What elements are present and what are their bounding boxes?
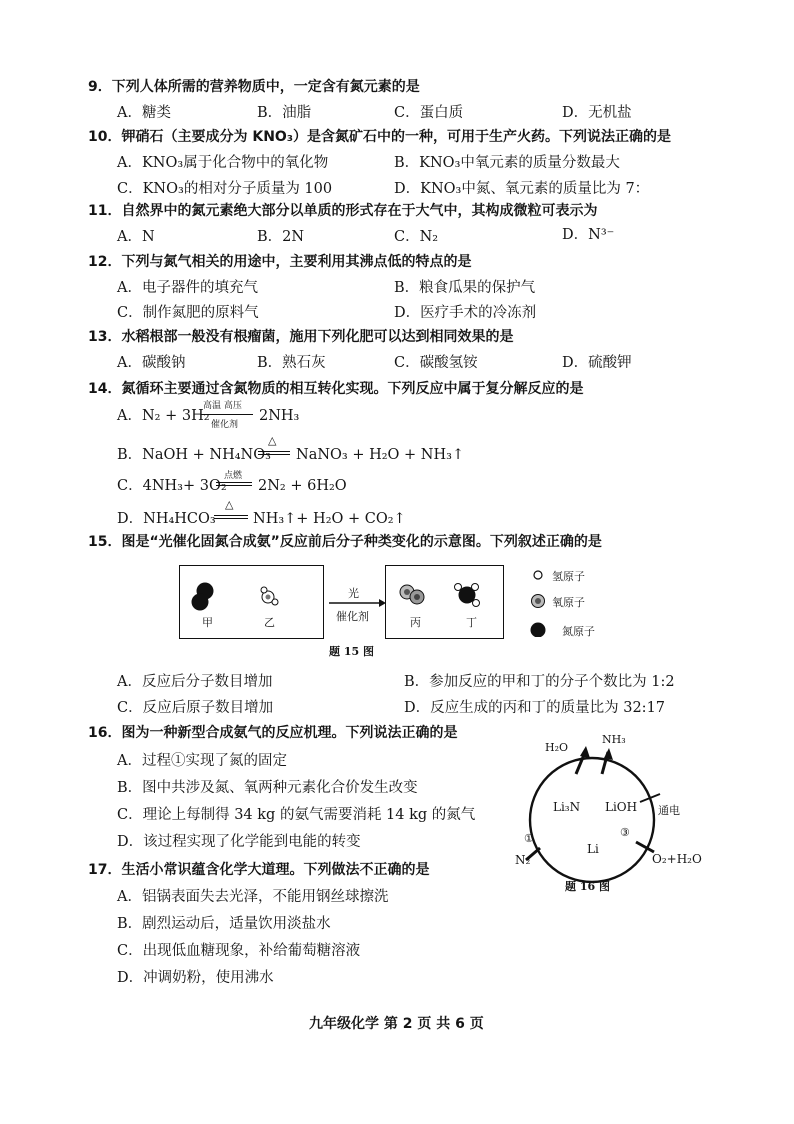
q14-stem: 14．氮循环主要通过含氮物质的相互转化实现。下列反应中属于复分解反应的是 [88,381,584,397]
q12-option-b: B．粮食瓜果的保护气 [394,280,536,296]
q10-stem: 10．钾硝石（主要成分为 KNO₃）是含氮矿石中的一种，可用于生产火药。下列说法正确的是 [88,129,671,145]
q14-option-a-right: 2NH₃ [259,408,300,424]
q16-fig-n2: N₂ [515,853,531,867]
q14-option-c-equals [216,482,252,486]
q9-option-a: A．糖类 [117,105,171,121]
q16-option-c: C．理论上每制得 34 kg 的氨气需要消耗 14 kg 的氮气 [117,807,476,823]
q12-option-c: C．制作氮肥的原料气 [117,305,259,321]
q15-arrow-bottom: 催化剂 [336,610,369,623]
q13-stem: 13．水稻根部一般没有根瘤菌，施用下列化肥可以达到相同效果的是 [88,329,514,345]
q16-fig-step-3: ③ [620,826,630,839]
q14-option-d-left: D．NH₄HCO₃ [117,511,216,527]
q13-option-c: C．碳酸氢铵 [394,355,478,371]
q14-option-c-right: 2N₂ + 6H₂O [258,478,347,494]
q15-legend-nitrogen: 氮原子 [562,625,595,638]
q17-stem: 17．生活小常识蕴含化学大道理。下列做法不正确的是 [88,862,430,878]
q17-option-d: D．冲调奶粉，使用沸水 [117,970,274,986]
q12-option-d: D．医疗手术的冷冻剂 [394,305,537,321]
q12-option-a: A．电子器件的填充气 [117,280,258,296]
nitrogen-atom-icon [531,623,546,638]
n2-atom-2 [192,594,209,611]
q15-option-d: D．反应生成的丙和丁的质量比为 32:17 [404,700,666,716]
q15-legend-hydrogen: 氢原子 [552,570,585,583]
q11-option-b: B．2N [257,229,305,245]
q10-option-d: D．KNO₃中氮、氧元素的质量比为 7： [394,181,650,197]
q16-fig-li: Li [587,842,599,856]
q12-stem: 12．下列与氮气相关的用途中，主要利用其沸点低的特点的是 [88,254,472,270]
q13-option-b: B．熟石灰 [257,355,326,371]
q14-option-b-right: NaNO₃ + H₂O + NH₃↑ [296,447,465,463]
q10-option-c: C．KNO₃的相对分子质量为 100 [117,181,333,197]
page-footer: 九年级化学 第 2 页 共 6 页 [309,1016,484,1032]
q11-stem: 11．自然界中的氮元素绝大部分以单质的形式存在于大气中，其构成微粒可表示为 [88,203,598,219]
q17-option-c: C．出现低血糖现象，补给葡萄糖溶液 [117,943,361,959]
q16-fig-li3n: Li₃N [553,800,581,814]
q16-fig-step-1: ① [524,832,534,845]
q11-option-a: A．N [117,229,155,245]
q15-option-c: C．反应后原子数目增加 [117,700,274,716]
q15-label-yi: 乙 [264,616,275,629]
q14-option-c-cond: 点燃 [224,471,243,481]
q14-option-a-left: A．N₂ + 3H₂ [117,408,210,424]
q14-option-d-cond: △ [225,498,234,511]
q16-fig-nh3: NH₃ [602,733,626,746]
q15-label-jia: 甲 [202,616,213,629]
q17-option-a: A．铝锅表面失去光泽，不能用钢丝球擦洗 [117,889,389,905]
q14-option-d-right: NH₃↑+ H₂O + CO₂↑ [253,511,406,527]
q9-option-d: D．无机盐 [562,105,632,121]
q16-option-a: A．过程①实现了氮的固定 [117,753,287,769]
q13-option-d: D．硫酸钾 [562,355,632,371]
q11-option-d: D．N³⁻ [562,227,615,243]
q9-option-c: C．蛋白质 [394,105,464,121]
q16-option-d: D．该过程实现了化学能到电能的转变 [117,834,361,850]
q16-caption: 题 16 图 [565,880,610,893]
hydrogen-atom-icon [534,571,542,579]
q14-option-a-arrow [201,414,253,415]
q10-option-a: A．KNO₃属于化合物中的氧化物 [117,155,329,171]
q14-option-c-left: C．4NH₃+ 3O₂ [117,478,227,494]
q14-option-a-cond-bottom: 催化剂 [211,420,239,430]
q9-option-b: B．油脂 [257,105,312,121]
q14-option-b-cond: △ [268,434,277,447]
q15-option-b: B．参加反应的甲和丁的分子个数比为 1:2 [404,674,675,690]
q15-legend-oxygen: 氧原子 [552,596,585,609]
q15-option-a: A．反应后分子数目增加 [117,674,273,690]
q15-label-ding: 丁 [466,616,477,629]
q16-fig-o2-h2o: O₂+H₂O [652,852,702,866]
q15-molecule-figure [179,565,509,640]
q9-stem: 9．下列人体所需的营养物质中，一定含有氮元素的是 [88,79,420,95]
q15-arrow-top: 光 [348,587,359,600]
q14-option-b-equals [258,451,290,455]
q16-stem: 16．图为一种新型合成氨气的反应机理。下列说法正确的是 [88,725,458,741]
q14-option-b-left: B．NaOH + NH₄NO₃ [117,447,271,463]
q15-caption: 题 15 图 [329,645,374,658]
q16-fig-electrolysis: 通电 [658,804,680,817]
q11-option-c: C．N₂ [394,229,439,245]
q15-label-bing: 丙 [410,616,421,629]
q16-fig-lioh: LiOH [605,800,638,814]
q13-option-a: A．碳酸钠 [117,355,186,371]
q17-option-b: B．剧烈运动后，适量饮用淡盐水 [117,916,331,932]
q16-option-b: B．图中共涉及氮、氧两种元素化合价发生改变 [117,780,418,796]
q10-option-b: B．KNO₃中氧元素的质量分数最大 [394,155,620,171]
q15-stem: 15．图是“光催化固氮合成氨”反应前后分子种类变化的示意图。下列叙述正确的是 [88,534,602,550]
q16-fig-h2o: H₂O [545,741,569,754]
q14-option-d-equals [214,515,248,519]
q14-option-a-cond-top: 高温 高压 [203,401,242,411]
